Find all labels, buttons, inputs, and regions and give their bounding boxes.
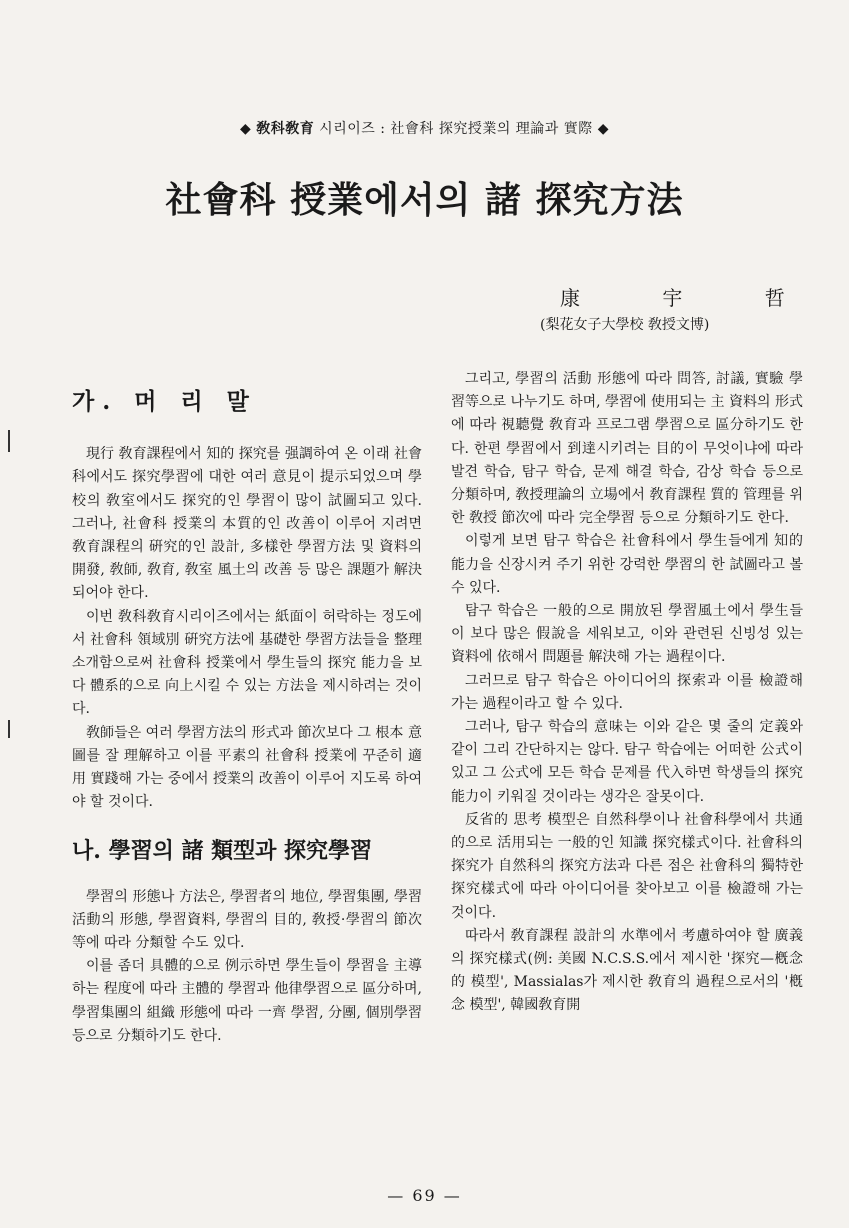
paragraph: 그러나, 탐구 학습의 意味는 이와 같은 몇 줄의 定義와 같이 그리 간단하지는 않다. 탐구 학습에는 어떠한 公式이 있고 그 公式에 모든 학습 문제를 代入하면 학생들의 探究 能力이 키워질 것이라는 생각은 잘못이다. [451,719,803,805]
paragraph: 敎師들은 여러 學習方法의 形式과 節次보다 그 根本 意圖를 잘 理解하고 이를 平素의 社會科 授業에 꾸준히 適用 實踐해 가는 중에서 授業의 改善이 이루어 지도록 하여야 할 것이다. [72,724,422,811]
paragraph: 따라서 敎育課程 設計의 水準에서 考慮하여야 할 廣義의 探究樣式(例: 美國 N.C.S.S.에서 제시한 '探究—槪念的 模型', Massialas가 제시한 敎育의 過程으로서의 '槪念 模型', 韓國敎育開 [451,927,803,1014]
series-prefix: ◆ [240,121,257,137]
article-title: 社會科 授業에서의 諸 探究方法 [165,179,684,221]
paragraph: 그러므로 탐구 학습은 아이디어의 探索과 이를 檢證해 가는 過程이라고 할 수 있다. [451,672,803,712]
scan-edge-mark [8,430,10,452]
series-rest: 시리이즈 : 社會科 探究授業의 理論과 實際 ◆ [314,121,609,137]
series-bold: 敎科敎育 [256,121,315,137]
paragraph: 學習의 形態나 方法은, 學習者의 地位, 學習集團, 學習 活動의 形態, 學習資料, 學習의 目的, 敎授·學習의 節次 等에 따라 分類할 수도 있다. [72,888,422,952]
paragraph: 이렇게 보면 탐구 학습은 社會科에서 學生들에게 知的 能力을 신장시켜 주기 위한 강력한 學習의 한 試圖라고 볼 수 있다. [451,533,803,596]
author-affiliation: (梨花女子大學校 敎授文博) [540,317,710,333]
paragraph: 이를 좀더 具體的으로 例示하면 學生들이 學習을 主導하는 程度에 따라 主體的 學習과 他律學習으로 區分하며, 學習集團의 組織 形態에 따라 一齊 學習, 分團, 個別學習 등으로 分類하기도 한다. [72,958,422,1044]
page-number: — 69 — [387,1186,462,1205]
paragraph: 탐구 학습은 一般的으로 開放된 學習風土에서 學生들이 보다 많은 假說을 세워보고, 이와 관련된 신빙성 있는 資料에 依해서 問題를 解決해 가는 過程이다. [451,603,803,666]
section-heading-intro: 가. 머 리 말 [72,388,257,415]
section-heading-types: 나. 學習의 諸 類型과 探究學習 [72,838,373,865]
paragraph: 그리고, 學習의 活動 形態에 따라 問答, 討議, 實驗 學習等으로 나누기도 하며, 學習에 使用되는 主 資料의 形式에 따라 視聽覺 敎育과 프로그램 學習으로 區分하기도 한다. 한편 學習에서 到達시키려는 目的이 무엇이냐에 따라 발견 학습, 탐구 학습, 문제 해결 학습, 감상 학습 등으로 分類하며, 敎授理論의 立場에서 敎育課程 質的 管理를 위한 敎授 節次에 따라 完全學習 등으로 分類하기도 한다. [451,371,803,527]
paragraph: 反省的 思考 模型은 自然科學이나 社會科學에서 共通的으로 活用되는 一般的인 知識 探究樣式이다. 社會科의 探究가 自然科의 探究方法과 다른 점은 社會科의 獨特한 探究樣式에 따라 아이디어를 찾아보고 이를 檢證해 가는 것이다. [451,811,803,921]
series-header [0,118,849,138]
paragraph: 이번 敎科敎育시리이즈에서는 紙面이 허락하는 정도에서 社會科 領域別 硏究方法에 基礎한 學習方法들을 整理 소개함으로써 社會科 授業에서 學生들의 探究 能力을 보다 體系的으로 向上시킬 수 있는 方法을 제시하려는 것이다. [72,608,422,718]
author-name: 康 宇 哲 [560,286,823,310]
scan-edge-mark [8,720,10,738]
right-column [451,368,803,1018]
left-column [72,368,422,1048]
paragraph: 現行 敎育課程에서 知的 探究를 强調하여 온 이래 社會科에서도 探究學習에 대한 여러 意見이 提示되었으며 學校의 敎室에서도 探究的인 學習이 많이 試圖되고 있다. 그러나, 社會科 授業의 本質的인 改善이 이루어 지려면 敎育課程의 硏究的인 設計, 多樣한 學習方法 및 資料의 開發, 敎師, 敎育, 敎室 風土의 改善 등 많은 課題가 解決되어야 한다. [72,446,422,602]
